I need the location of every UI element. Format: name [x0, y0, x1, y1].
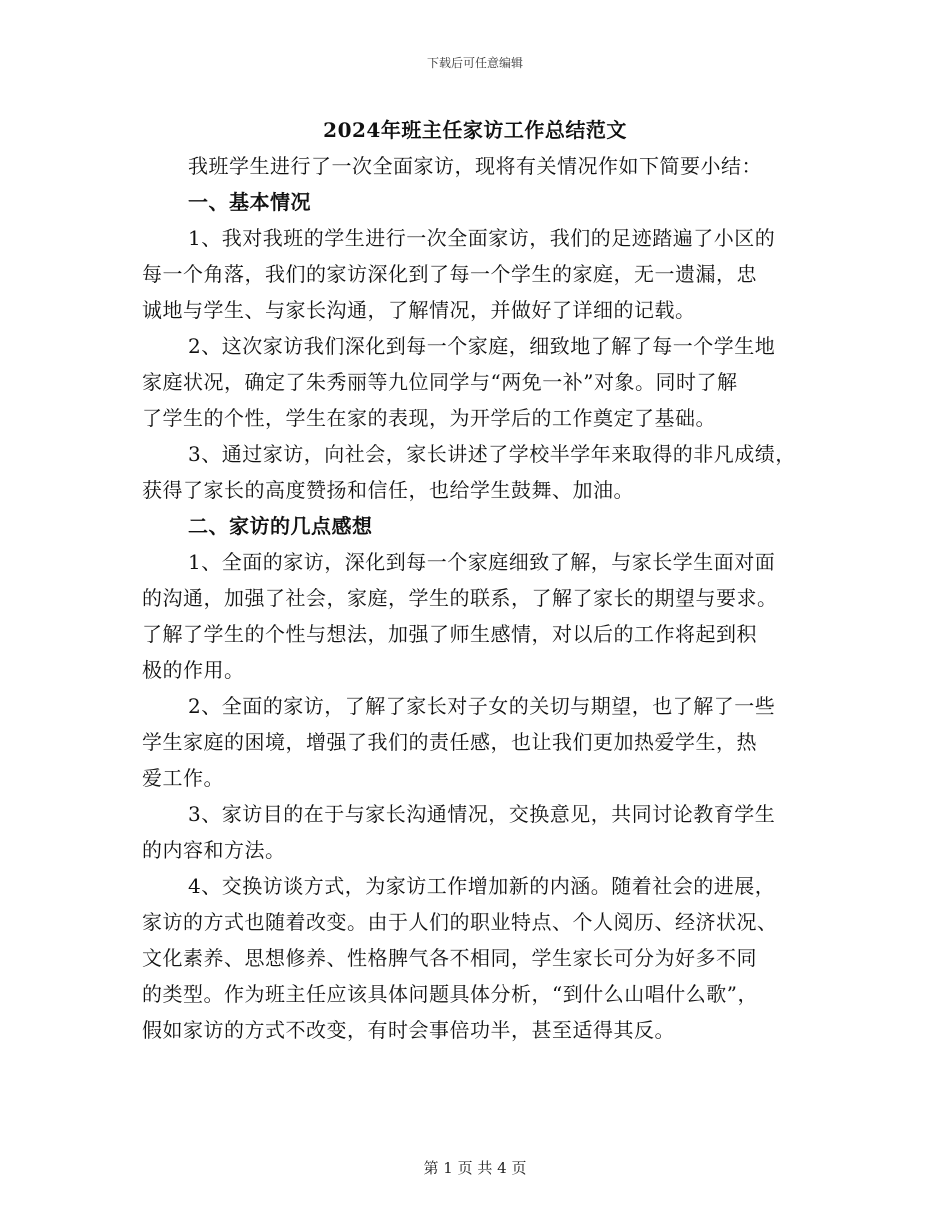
paragraph-line: 的沟通，加强了社会，家庭，学生的联系，了解了家长的期望与要求。: [142, 586, 778, 610]
section-heading: [142, 508, 822, 544]
paragraph: [142, 868, 822, 1048]
paragraph: [142, 544, 822, 688]
paragraph-line: 极的作用。: [142, 658, 245, 682]
paragraph: [142, 436, 822, 508]
paragraph-line: 的内容和方法。: [142, 838, 286, 862]
paragraph-line: 1、全面的家访，深化到每一个家庭细致了解，与家长学生面对面: [188, 550, 776, 574]
paragraph-line: 2、这次家访我们深化到每一个家庭，细致地了解了每一个学生地: [188, 334, 776, 358]
paragraph-line: 家庭状况，确定了朱秀丽等九位同学与“两免一补”对象。同时了解: [142, 370, 738, 394]
paragraph-line: 3、通过家访，向社会，家长讲述了学校半学年来取得的非凡成绩，: [188, 442, 796, 466]
paragraph: [142, 796, 822, 868]
paragraph-line: 一、基本情况: [188, 190, 311, 214]
paragraph: [142, 328, 822, 436]
paragraph: [142, 148, 822, 184]
paragraph-line: 每一个角落，我们的家访深化到了每一个学生的家庭，无一遗漏，忠: [142, 262, 757, 286]
paragraph-line: 2、全面的家访，了解了家长对子女的关切与期望，也了解了一些: [188, 694, 776, 718]
paragraph-line: 的类型。作为班主任应该具体问题具体分析，“到什么山唱什么歌”，: [142, 982, 758, 1006]
document-body: [142, 148, 822, 1048]
paragraph-line: 爱工作。: [142, 766, 224, 790]
document-title: 2024年班主任家访工作总结范文: [323, 118, 627, 142]
paragraph-line: 获得了家长的高度赞扬和信任，也给学生鼓舞、加油。: [142, 478, 634, 502]
paragraph-line: 了学生的个性，学生在家的表现，为开学后的工作奠定了基础。: [142, 406, 716, 430]
paragraph-line: 二、家访的几点感想: [188, 514, 373, 538]
paragraph: [142, 688, 822, 796]
paragraph-line: 学生家庭的困境，增强了我们的责任感，也让我们更加热爱学生，热: [142, 730, 757, 754]
paragraph-line: 4、交换访谈方式，为家访工作增加新的内涵。随着社会的进展，: [188, 874, 776, 898]
paragraph-line: 家访的方式也随着改变。由于人们的职业特点、个人阅历、经济状况、: [142, 910, 778, 934]
paragraph-line: 文化素养、思想修养、性格脾气各不相同，学生家长可分为好多不同: [142, 946, 757, 970]
paragraph-line: 1、我对我班的学生进行一次全面家访，我们的足迹踏遍了小区的: [188, 226, 776, 250]
paragraph: [142, 220, 822, 328]
page-footer: 第 1 页 共 4 页: [423, 1159, 527, 1177]
paragraph-line: 假如家访的方式不改变，有时会事倍功半，甚至适得其反。: [142, 1018, 675, 1042]
paragraph-line: 3、家访目的在于与家长沟通情况，交换意见，共同讨论教育学生: [188, 802, 776, 826]
section-heading: [142, 184, 822, 220]
paragraph-line: 了解了学生的个性与想法，加强了师生感情，对以后的工作将起到积: [142, 622, 757, 646]
paragraph-line: 诚地与学生、与家长沟通，了解情况，并做好了详细的记载。: [142, 298, 696, 322]
header-note: 下载后可任意编辑: [426, 56, 523, 70]
paragraph-line: 我班学生进行了一次全面家访，现将有关情况作如下简要小结：: [188, 154, 762, 178]
